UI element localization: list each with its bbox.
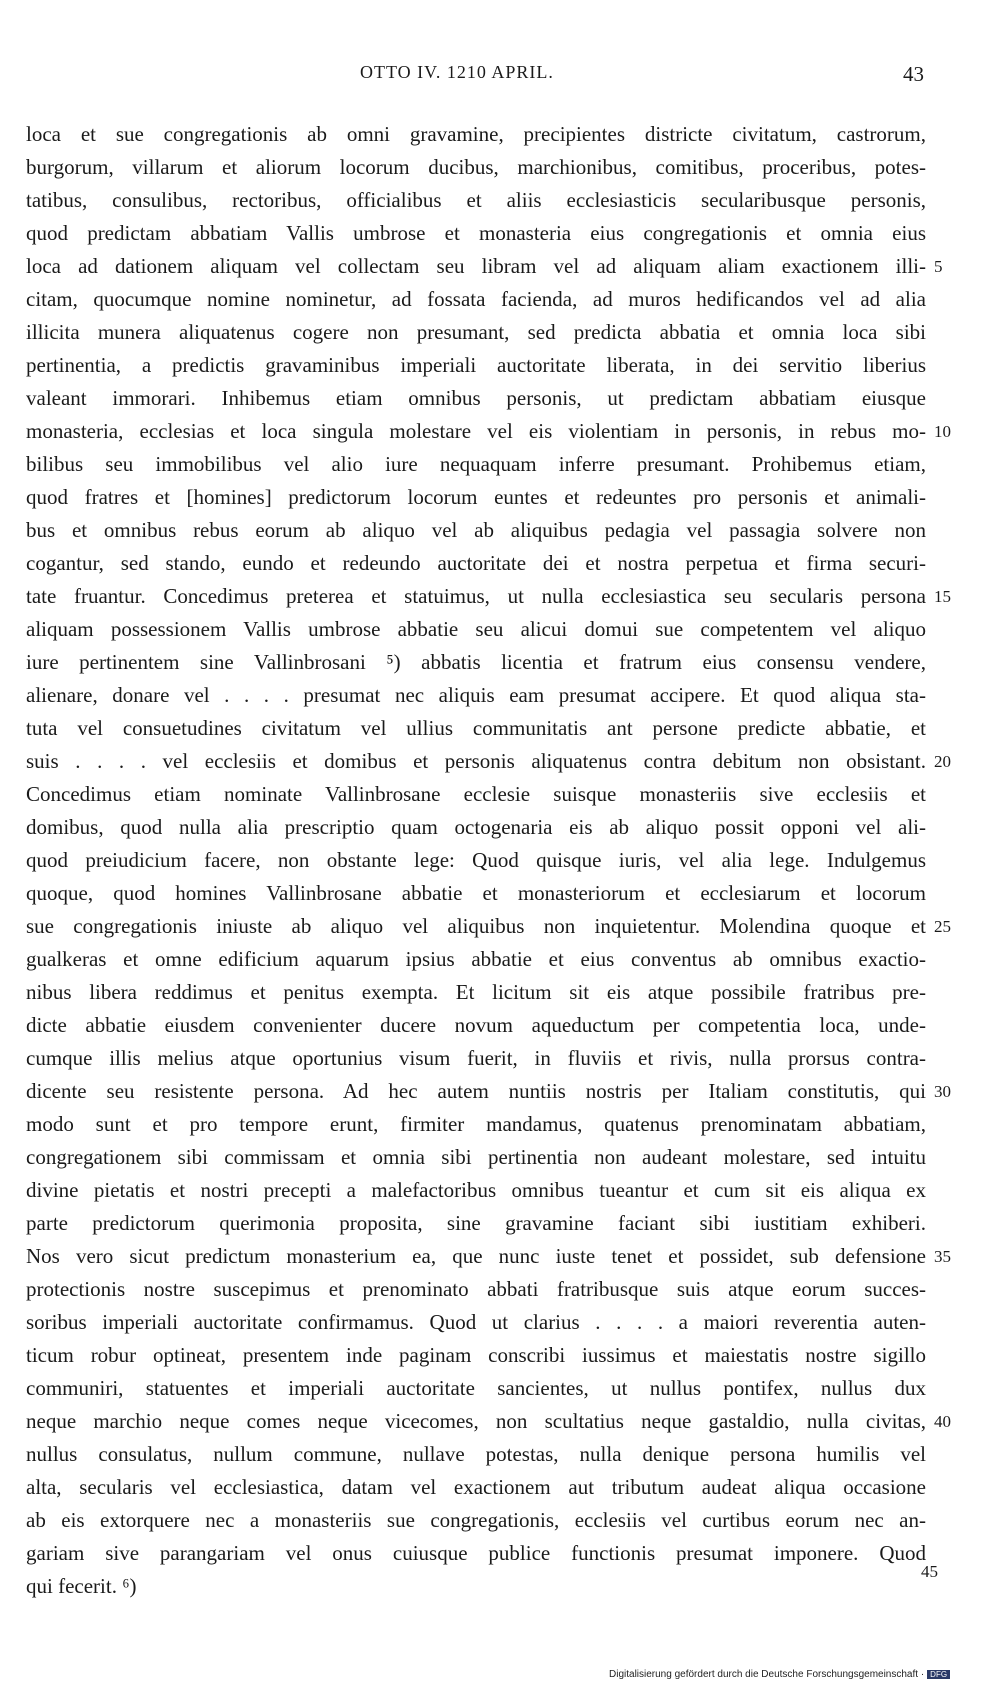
page-number: 43 <box>903 62 924 86</box>
line-text: suis . . . . vel ecclesiis et domibus et personis aliquatenus contra debitum non obsistant. <box>26 749 926 773</box>
text-line <box>0 943 1000 976</box>
line-text: iure pertinentem sine Vallinbrosani ⁵) abbatis licentia et fratrum eius consensu vendere, <box>26 650 926 674</box>
text-line <box>0 580 1000 613</box>
line-text: monasteria, ecclesias et loca singula molestare vel eis violentiam in personis, in rebus mo- <box>26 419 926 443</box>
line-text: quod fratres et [homines] predictorum locorum euntes et redeuntes pro personis et animali- <box>26 485 926 509</box>
line-text: communiri, statuentes et imperiali auctoritate sancientes, ut nullus pontifex, nullus dux <box>26 1376 926 1400</box>
line-text: parte predictorum querimonia proposita, sine gravamine faciant sibi iustitiam exhiberi. <box>26 1211 926 1235</box>
line-text: bus et omnibus rebus eorum ab aliquo vel ab aliquibus pedagia vel passagia solvere non <box>26 518 926 542</box>
page-header <box>0 62 1000 92</box>
line-text: sue congregationis iniuste ab aliquo vel aliquibus non inquietentur. Molendina quoque et <box>26 914 926 938</box>
text-line <box>0 712 1000 745</box>
line-text: quod preiudicium facere, non obstante lege: Quod quisque iuris, vel alia lege. Indulgemus <box>26 848 926 872</box>
text-line <box>0 250 1000 283</box>
text-line <box>0 1339 1000 1372</box>
dfg-logo: DFG <box>927 1670 950 1679</box>
text-line <box>0 382 1000 415</box>
line-text: ab eis extorquere nec a monasteriis sue congregationis, ecclesiis vel curtibus eorum nec an- <box>26 1508 926 1532</box>
text-line <box>0 1075 1000 1108</box>
line-text: alta, secularis vel ecclesiastica, datam vel exactionem aut tributum audeat aliqua occasione <box>26 1475 926 1499</box>
margin-line-number: 15 <box>934 587 951 606</box>
line-text: neque marchio neque comes neque vicecomes, non scultatius neque gastaldio, nulla civitas, <box>26 1409 926 1433</box>
text-line <box>0 316 1000 349</box>
text-line <box>0 1570 1000 1603</box>
text-line <box>0 481 1000 514</box>
text-line <box>0 910 1000 943</box>
line-text: alienare, donare vel . . . . presumat nec aliquis eam presumat accipere. Et quod aliqua sta- <box>26 683 926 707</box>
text-line <box>0 448 1000 481</box>
line-text: pertinentia, a predictis gravaminibus imperiali auctoritate liberata, in dei servitio liberius <box>26 353 926 377</box>
text-line <box>0 877 1000 910</box>
text-line <box>0 1207 1000 1240</box>
text-line <box>0 1471 1000 1504</box>
line-text: tuta vel consuetudines civitatum vel ullius communitatis ant persone predicte abbatie, et <box>26 716 926 740</box>
text-line <box>0 1372 1000 1405</box>
text-line <box>0 976 1000 1009</box>
margin-line-number: 25 <box>934 917 951 936</box>
line-text: citam, quocumque nomine nominetur, ad fossata facienda, ad muros hedificandos vel ad alia <box>26 287 926 311</box>
line-text: gariam sive parangariam vel onus cuiusque publice functionis presumat imponere. Quod <box>26 1541 926 1565</box>
text-line <box>0 1108 1000 1141</box>
text-line <box>0 184 1000 217</box>
line-text: quoque, quod homines Vallinbrosane abbatie et monasteriorum et ecclesiarum et locorum <box>26 881 926 905</box>
line-text: domibus, quod nulla alia prescriptio quam octogenaria eis ab aliquo possit opponi vel ali- <box>26 815 926 839</box>
margin-line-number: 10 <box>934 422 951 441</box>
line-text: quod predictam abbatiam Vallis umbrose et monasteria eius congregationis et omnia eius <box>26 221 926 245</box>
text-line <box>0 844 1000 877</box>
document-body <box>0 118 1000 1603</box>
text-line <box>0 1504 1000 1537</box>
text-line <box>0 1438 1000 1471</box>
line-text: nibus libera reddimus et penitus exempta. Et licitum sit eis atque possibile fratribus pre- <box>26 980 926 1004</box>
line-text: modo sunt et pro tempore erunt, firmiter mandamus, quatenus prenominatam abbatiam, <box>26 1112 926 1136</box>
text-line <box>0 1273 1000 1306</box>
final-line-number: 45 <box>921 1562 938 1581</box>
text-line <box>0 745 1000 778</box>
line-text: Nos vero sicut predictum monasterium ea, que nunc iuste tenet et possidet, sub defensione <box>26 1244 926 1268</box>
text-line <box>0 811 1000 844</box>
footer-credit <box>609 1669 950 1680</box>
line-text: gualkeras et omne edificium aquarum ipsius abbatie et eius conventus ab omnibus exactio- <box>26 947 926 971</box>
text-line <box>0 1537 1000 1570</box>
running-head: OTTO IV. 1210 APRIL. <box>360 62 554 82</box>
line-text: cumque illis melius atque oportunius visum fuerit, in fluviis et rivis, nulla prorsus contra- <box>26 1046 926 1070</box>
text-line <box>0 1240 1000 1273</box>
text-line <box>0 646 1000 679</box>
line-text: loca et sue congregationis ab omni gravamine, precipientes districte civitatum, castrorum, <box>26 122 926 146</box>
text-line <box>0 283 1000 316</box>
line-text: tatibus, consulibus, rectoribus, officialibus et aliis ecclesiasticis secularibusque personis, <box>26 188 926 212</box>
line-text: illicita munera aliquatenus cogere non presumant, sed predicta abbatia et omnia loca sibi <box>26 320 926 344</box>
text-line <box>0 679 1000 712</box>
line-text: loca ad dationem aliquam vel collectam seu libram vel ad aliquam aliam exactionem illi- <box>26 254 926 278</box>
margin-line-number: 40 <box>934 1412 951 1431</box>
margin-line-number: 5 <box>934 257 943 276</box>
text-line <box>0 547 1000 580</box>
text-line <box>0 217 1000 250</box>
line-text: soribus imperiali auctoritate confirmamus. Quod ut clarius . . . . a maiori reverentia auten- <box>26 1310 926 1334</box>
text-line <box>0 1405 1000 1438</box>
line-text: bilibus seu immobilibus vel alio iure nequaquam inferre presumant. Prohibemus etiam, <box>26 452 926 476</box>
line-text: protectionis nostre suscepimus et prenominato abbati fratribusque suis atque eorum succes- <box>26 1277 926 1301</box>
text-line <box>0 1306 1000 1339</box>
line-text: valeant immorari. Inhibemus etiam omnibus personis, ut predictam abbatiam eiusque <box>26 386 926 410</box>
text-line <box>0 613 1000 646</box>
text-line <box>0 1141 1000 1174</box>
line-text: congregationem sibi commissam et omnia sibi pertinentia non audeant molestare, sed intuitu <box>26 1145 926 1169</box>
line-text: aliquam possessionem Vallis umbrose abbatie seu alicui domui sue competentem vel aliquo <box>26 617 926 641</box>
text-line <box>0 1042 1000 1075</box>
line-text: tate fruantur. Concedimus preterea et statuimus, ut nulla ecclesiastica seu secularis persona <box>26 584 926 608</box>
text-line <box>0 1009 1000 1042</box>
line-text: cogantur, sed stando, eundo et redeundo auctoritate dei et nostra perpetua et firma securi- <box>26 551 926 575</box>
line-text: qui fecerit. ⁶) <box>26 1574 137 1598</box>
margin-line-number: 35 <box>934 1247 951 1266</box>
line-text: Concedimus etiam nominate Vallinbrosane ecclesie suisque monasteriis sive ecclesiis et <box>26 782 926 806</box>
text-line <box>0 778 1000 811</box>
line-text: burgorum, villarum et aliorum locorum ducibus, marchionibus, comitibus, proceribus, potes- <box>26 155 926 179</box>
text-line <box>0 415 1000 448</box>
footer-text: Digitalisierung gefördert durch die Deutsche Forschungsgemeinschaft · <box>609 1669 925 1680</box>
text-line <box>0 151 1000 184</box>
margin-line-number: 30 <box>934 1082 951 1101</box>
text-line <box>0 118 1000 151</box>
text-line <box>0 349 1000 382</box>
line-text: nullus consulatus, nullum commune, nullave potestas, nulla denique persona humilis vel <box>26 1442 926 1466</box>
line-text: ticum robur optineat, presentem inde paginam conscribi iussimus et maiestatis nostre sigillo <box>26 1343 926 1367</box>
margin-line-number: 20 <box>934 752 951 771</box>
line-text: dicte abbatie eiusdem convenienter ducere novum aqueductum per competentia loca, unde- <box>26 1013 926 1037</box>
line-text: dicente seu resistente persona. Ad hec autem nuntiis nostris per Italiam constitutis, qui <box>26 1079 926 1103</box>
line-text: divine pietatis et nostri precepti a malefactoribus omnibus tueantur et cum sit eis aliqua ex <box>26 1178 926 1202</box>
text-line <box>0 514 1000 547</box>
text-line <box>0 1174 1000 1207</box>
